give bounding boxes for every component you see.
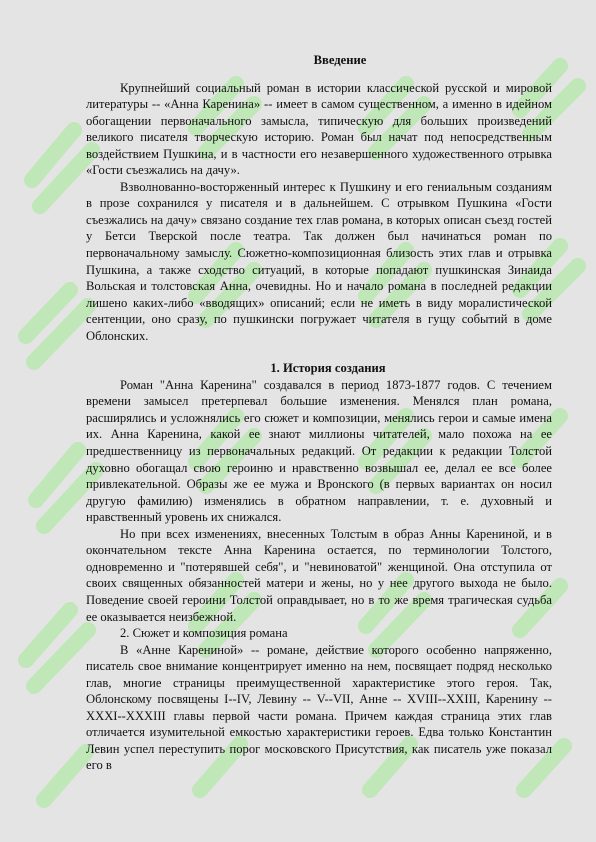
section-2-heading: 2. Сюжет и композиция романа	[120, 626, 288, 641]
section-1-paragraph-1: Роман "Анна Каренина" создавался в период 1873-1877 годов. С течением времени замысел претерпевал большие изменения. Менялся план романа, расширялись и усложнялись его сюжет и композиции, менялись герои и самые имена их. Анна Каренина, какой ее знают миллионы читателей, мало похожа на ее предшественницу из первоначальных редакций. От редакции к редакции Толстой духовно обогащал свою героиню и нравственно возвышал ее, делал ее все более привлекательной. Образы же ее мужа и Вронского (в первых вариантах он носил другую фамилию) изменялись в обратном направлении, т. е. духовный и нравственный уровень их снижался.	[86, 377, 552, 525]
intro-paragraph-2: Взволнованно-восторженный интерес к Пушкину и его гениальным созданиям в прозе сохранился у писателя и в дальнейшем. С отрывком Пушкина «Гости съезжались на дачу» связано создание тех глав романа, в которых описан съезд гостей у Бетси Тверской после театра. Так должен был начинаться роман по первоначальному замыслу. Сюжетно-композиционная близость этих глав и отрывка Пушкина, а также сходство ситуаций, в которые попадают пушкинская Зинаида Вольская и толстовская Анна, очевидны. Но и начало романа в последней редакции лишено каких-либо «вводящих» описаний; если не иметь в виду моралистической сентенции, оно сразу, по пушкински погружает читателя в гущу событий в доме Облонских.	[86, 179, 552, 343]
intro-heading: Введение	[313, 53, 367, 67]
section-1-paragraph-2: Но при всех изменениях, внесенных Толстым в образ Анны Карениной, и в окончательном тексте Анна Каренина остается, по терминологии Толстого, одновременно и "потерявшей себя", и "невиноватой" женщиной. Она отступила от своих священных обязанностей матери и жены, но у нее другого выхода не было. Поведение своей героини Толстой оправдывает, но в то же время трагическая судьба ее оказывается неизбежной.	[86, 526, 552, 624]
section-1-heading: 1. История создания	[270, 361, 386, 376]
section-2-paragraph-1: В «Анне Карениной» -- романе, действие которого особенно напряженно, писатель свое внимание концентрирует именно на нем, посвящает подряд несколько глав, многие страницы преимущественной характеристике этого героя. Так, Облонскому посвящены I--IV, Левину -- V--VII, Анне -- XVIII--XXIII, Каренину -- XXXI--XXXIII главы первой части романа. Причем каждая страница этих глав отличается изумительной емкостью характеристики героев. Едва только Константин Левин успел переступить порог московского Присутствия, как писатель уже показал его в	[86, 642, 552, 773]
intro-paragraph-1: Крупнейший социальный роман в истории классической русской и мировой литературы -- «Анна Каренина» -- имеет в самом существенном, а именно в идейном обогащении первоначального замысла, типическую для больших произведений великого писателя творческую историю. Роман был начат под непосредственным воздействием Пушкина, и в частности его незавершенного художественного отрывка «Гости съезжались на дачу».	[86, 80, 552, 178]
document-body	[86, 52, 552, 774]
